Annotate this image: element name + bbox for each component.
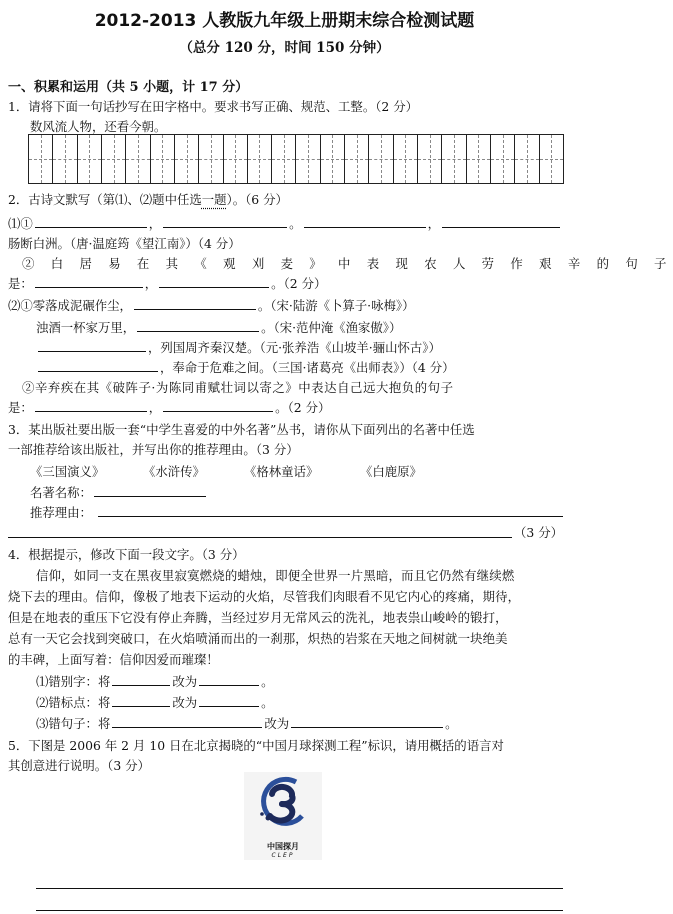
- moon-logo-icon: [244, 772, 322, 836]
- label: ⑶错句子：将: [36, 716, 111, 731]
- grid-cell[interactable]: [78, 135, 102, 183]
- blank[interactable]: [38, 359, 158, 372]
- q4-para-line3: 但是在地表的重压下它没有停止奔腾，当经过岁月无常风云的洗礼，地表祟山峻岭的锻打，: [8, 610, 508, 625]
- blank[interactable]: [199, 673, 259, 686]
- grid-cell[interactable]: [126, 135, 150, 183]
- q3-prompt-line1: 3．某出版社要出版一套“中学生喜爱的中外名著”丛书，请你从下面列出的名著中任选: [8, 422, 475, 437]
- blank[interactable]: [35, 399, 147, 412]
- clep-logo: [244, 772, 322, 860]
- exam-subtitle: （总分 120 分，时间 150 分钟）: [179, 40, 390, 56]
- end: 。: [261, 674, 274, 689]
- book-name-blank[interactable]: [94, 484, 206, 497]
- grid-cell[interactable]: [272, 135, 296, 183]
- blank[interactable]: [291, 715, 443, 728]
- blank[interactable]: [137, 319, 259, 332]
- exam-title: 2012-2013 人教版九年级上册期末综合检测试题: [94, 11, 475, 31]
- q4-fix3: [36, 714, 458, 732]
- text: 。（宋·范仲淹《渔家傲》）: [261, 320, 402, 335]
- sep: ，: [148, 400, 162, 415]
- q4-prompt: 4．根据提示，修改下面一段文字。（3 分）: [8, 547, 245, 562]
- blank[interactable]: [163, 399, 273, 412]
- score: 。（2 分）: [275, 400, 331, 415]
- sep: ，: [427, 216, 440, 231]
- change-to: 改为: [172, 695, 198, 710]
- grid-cell[interactable]: [345, 135, 369, 183]
- grid-cell[interactable]: [248, 135, 272, 183]
- change-to: 改为: [264, 716, 290, 731]
- q4-para-line1: 信仰，如同一支在黑夜里寂寞燃烧的蜡烛，即便全世界一片黑暗，而且它仍然有继续燃: [36, 568, 515, 583]
- text: ⑵①零落成泥碾作尘，: [8, 298, 132, 313]
- sep: ，: [144, 276, 158, 291]
- q3-reason-label: 推荐理由：: [30, 505, 92, 520]
- sep: ，: [148, 216, 162, 231]
- q3-name-row: [30, 483, 208, 501]
- blank[interactable]: [112, 673, 170, 686]
- blank[interactable]: [159, 275, 269, 288]
- score: 。（2 分）: [271, 276, 327, 291]
- q3-prompt-line2: 一部推荐给该出版社，并写出你的推荐理由。（3 分）: [8, 442, 299, 457]
- change-to: 改为: [172, 674, 198, 689]
- q2-p2-line2: [36, 318, 401, 336]
- q2-prompt-dotted: 一题: [201, 192, 227, 207]
- blank[interactable]: [134, 297, 256, 310]
- q5-prompt-line1: 5．下图是 2006 年 2 月 10 日在北京揭晓的“中国月球探测工程”标识，请用概括的语言对: [8, 738, 504, 753]
- grid-cell[interactable]: [199, 135, 223, 183]
- prefix: 是：: [8, 400, 33, 415]
- q4-para-line2: 烧下去的理由。信仰，像极了地表下运动的火焰，尽管我们肉眼看不见它内心的疼痛，期待，: [8, 589, 521, 604]
- q1-sentence: 数风流人物，还看今朝。: [30, 119, 167, 134]
- end: 。: [445, 716, 458, 731]
- name-label: 名著名称：: [30, 485, 92, 500]
- q4-fix1: [36, 672, 274, 690]
- book-3: 《格林童话》: [244, 464, 319, 479]
- label: ⑵错标点：将: [36, 695, 111, 710]
- q2-p2-item2-end: [8, 398, 330, 416]
- q2-p2-line3: [36, 338, 441, 356]
- blank[interactable]: [304, 215, 426, 228]
- grid-cell[interactable]: [540, 135, 563, 183]
- q2-prompt-b: ）。（6 分）: [226, 192, 288, 207]
- q3-score: （3 分）: [514, 525, 563, 540]
- blank[interactable]: [163, 215, 287, 228]
- grid-cell[interactable]: [175, 135, 199, 183]
- q2-p2-item2: ②辛弃疾在其《破阵子·为陈同甫赋壮词以寄之》中表达自己远大抱负的句子: [22, 380, 454, 395]
- q2-p1-label: ⑴①: [8, 216, 33, 231]
- q2-prompt: [8, 190, 288, 208]
- q2-p1-item2-end: [8, 274, 326, 292]
- q2-p1-item2: ② 白 居 易 在 其 《 观 刈 麦 》 中 表 现 农 人 劳 作 艰 辛 的 句 子: [22, 256, 673, 271]
- text: ，奉命于危难之间。（三国·诸葛亮《出师表》）（4 分）: [160, 360, 455, 375]
- q2-p2-line4: [36, 358, 455, 376]
- grid-cell[interactable]: [418, 135, 442, 183]
- blank[interactable]: [112, 694, 170, 707]
- grid-cell[interactable]: [224, 135, 248, 183]
- blank[interactable]: [199, 694, 259, 707]
- grid-cell[interactable]: [491, 135, 515, 183]
- grid-cell[interactable]: [394, 135, 418, 183]
- grid-cell[interactable]: [151, 135, 175, 183]
- q2-p2-line1: [8, 296, 414, 314]
- logo-en-text: CLEP: [271, 852, 295, 859]
- grid-cell[interactable]: [53, 135, 77, 183]
- grid-cell[interactable]: [515, 135, 539, 183]
- section-heading: 一、积累和运用（共 5 小题，计 17 分）: [8, 80, 249, 95]
- grid-cell[interactable]: [296, 135, 320, 183]
- grid-cell[interactable]: [321, 135, 345, 183]
- label: ⑴错别字：将: [36, 674, 111, 689]
- q2-p1-line2: 肠断白洲。（唐·温庭筠《望江南》）（4 分）: [8, 236, 241, 251]
- tianzige-grid[interactable]: [28, 134, 564, 184]
- prefix: 是：: [8, 276, 33, 291]
- blank[interactable]: [35, 215, 147, 228]
- grid-cell[interactable]: [442, 135, 466, 183]
- q4-para-line4: 总有一天它会找到突破口，在火焰喷涌而出的一刹那，炽热的岩浆在天地之间树就一块绝美: [8, 631, 508, 646]
- answer-line-1[interactable]: [36, 888, 563, 889]
- grid-cell[interactable]: [369, 135, 393, 183]
- blank[interactable]: [35, 275, 143, 288]
- reason-line-2[interactable]: [8, 537, 512, 538]
- text: ，列国周齐秦汉楚。（元·张养浩《山坡羊·骊山怀古》）: [148, 340, 441, 355]
- text: 浊酒一杯家万里，: [36, 320, 136, 335]
- book-4: 《白鹿原》: [360, 464, 422, 479]
- grid-cell[interactable]: [29, 135, 53, 183]
- end: 。: [261, 695, 274, 710]
- q4-fix2: [36, 693, 274, 711]
- answer-line-2[interactable]: [36, 910, 563, 911]
- blank[interactable]: [112, 715, 262, 728]
- book-2: 《水浒传》: [143, 464, 205, 479]
- grid-cell[interactable]: [102, 135, 126, 183]
- blank[interactable]: [442, 215, 560, 228]
- blank[interactable]: [38, 339, 146, 352]
- sep: 。: [289, 216, 302, 231]
- reason-line-1[interactable]: [98, 516, 563, 517]
- q2-p1-line1: [8, 214, 562, 232]
- logo-cn-text: 中国探月: [267, 842, 299, 851]
- book-1: 《三国演义》: [30, 464, 105, 479]
- grid-cell[interactable]: [467, 135, 491, 183]
- q2-prompt-a: 2．古诗文默写（第⑴、⑵题中任选: [8, 192, 202, 207]
- text: 。（宋·陆游《卜算子·咏梅》）: [257, 298, 415, 313]
- q4-para-line5: 的丰碑，上面写着：信仰因爱而璀璨！: [8, 652, 219, 667]
- q1-prompt: 1．请将下面一句话抄写在田字格中。要求书写正确、规范、工整。（2 分）: [8, 99, 419, 114]
- q5-prompt-line2: 其创意进行说明。（3 分）: [8, 758, 150, 773]
